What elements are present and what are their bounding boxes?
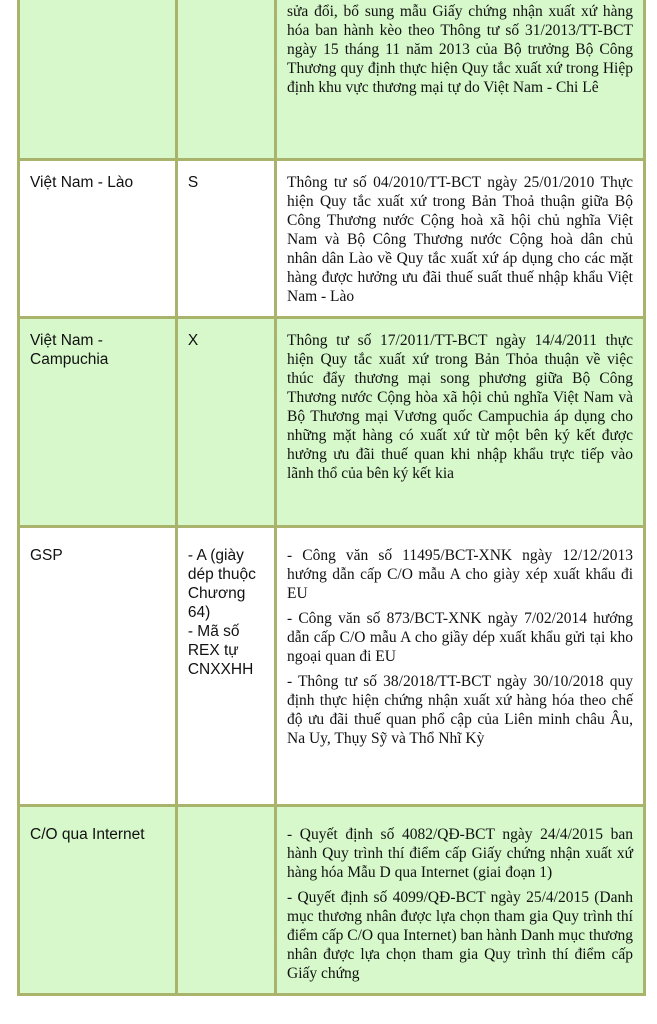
agreement-cell: Việt Nam - Campuchia: [20, 319, 178, 528]
legal-document-cell: [277, 0, 646, 161]
co-form-line: - A (giày dép thuộc Chương 64): [187, 547, 256, 621]
co-form-cell: X: [178, 319, 277, 528]
legal-document-cell: [277, 528, 646, 807]
legal-document-cell: [277, 319, 646, 528]
legal-document-cell: [277, 807, 646, 996]
legal-document-text: - Công văn số 873/BCT-XNK ngày 7/02/2014 hướng dẫn cấp C/O mẫu A cho giầy dép xuất khẩu gửi tại kho ngoại quan đi EU: [287, 610, 633, 665]
table-row: [20, 161, 646, 319]
legal-document-text: - Công văn số 11495/BCT-XNK ngày 12/12/2013 hướng dẫn cấp C/O mẫu A cho giày xép xuất khẩu đi EU: [287, 547, 633, 602]
legal-document-text: Thông tư số 04/2010/TT-BCT ngày 25/01/2010 Thực hiện Quy tắc xuất xứ trong Bản Thoả thuận giữa Bộ Công Thương nước Cộng hoà xã hội chủ nghĩa Việt Nam và Bộ Công Thương nước Cộng hoà dân chủ nhân dân Lào về Quy tắc xuất xứ áp dụng cho các mặt hàng được hưởng ưu đãi thuế suất thuế nhập khẩu Việt Nam - Lào: [287, 174, 633, 305]
legal-document-text: - Thông tư số 38/2018/TT-BCT ngày 30/10/2018 quy định thực hiện chứng nhận xuất xứ hàng hóa theo chế độ ưu đãi thuế quan phổ cập của Liên minh châu Âu, Na Uy, Thụy Sỹ và Thổ Nhĩ Kỳ: [287, 673, 633, 747]
co-form-cell: [178, 528, 277, 807]
co-form-line: - Mã số REX tự CNXXHH: [187, 623, 254, 678]
agreement-cell: [20, 0, 178, 161]
co-form-cell: S: [178, 161, 277, 319]
legal-document-text: - Quyết định số 4099/QĐ-BCT ngày 25/4/2015 (Danh mục thương nhân được lựa chọn tham gia Quy trình thí điểm cấp C/O qua Internet) ban hành Danh mục thương nhân được lựa chọn tham gia Quy trình thí điểm cấp Giấy chứng: [287, 889, 633, 982]
legal-document-cell: [277, 161, 646, 319]
co-form-cell: [178, 0, 277, 161]
legal-document-text: Thông tư số 17/2011/TT-BCT ngày 14/4/2011 thực hiện Quy tắc xuất xứ trong Bản Thỏa thuận về việc thúc đẩy thương mại song phương giữa Bộ Công Thương nước Cộng hòa xã hội chủ nghĩa Việt Nam và Bộ Thương mại Vương quốc Campuchia áp dụng cho những mặt hàng có xuất xứ từ một bên ký kết được hưởng ưu đãi thuế quan khi nhập khẩu trực tiếp vào lãnh thổ của bên ký kết kia: [287, 332, 633, 482]
agreement-cell: Việt Nam - Lào: [20, 161, 178, 319]
co-form-cell: [178, 807, 277, 996]
table-row: [20, 0, 646, 161]
table-row: [20, 319, 646, 528]
agreement-cell: GSP: [20, 528, 178, 807]
table-row: [20, 807, 646, 996]
agreement-cell: C/O qua Internet: [20, 807, 178, 996]
legal-document-text: - Quyết định số 4082/QĐ-BCT ngày 24/4/2015 ban hành Quy trình thí điểm cấp Giấy chứng nhận xuất xứ hàng hóa Mẫu D qua Internet (giai đoạn 1): [287, 826, 633, 881]
table-row: [20, 528, 646, 807]
document-page: [17, 0, 646, 1024]
origin-certificate-table: [17, 0, 646, 996]
legal-document-text: sửa đổi, bổ sung mẫu Giấy chứng nhận xuất xứ hàng hóa ban hành kèo theo Thông tư số 31/2013/TT-BCT ngày 15 tháng 11 năm 2013 của Bộ trưởng Bộ Công Thương quy định thực hiện Quy tắc xuất xứ trong Hiệp định khu vực thương mại tự do Việt Nam - Chi Lê: [287, 3, 633, 96]
